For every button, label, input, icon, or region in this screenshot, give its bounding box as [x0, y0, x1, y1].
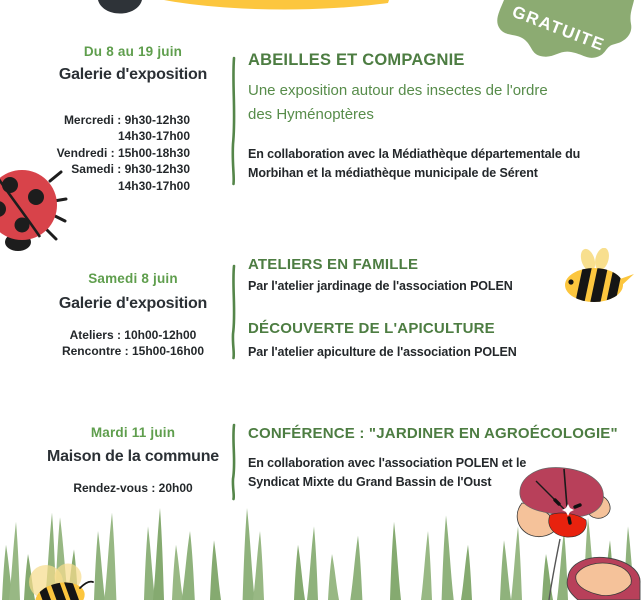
session-2-venue: Galerie d'exposition [58, 295, 208, 312]
top-yellow-arc-icon [164, 0, 390, 14]
session-1-schedule [18, 112, 248, 194]
event-detail [248, 145, 640, 183]
session-1-date: Du 8 au 19 juin [83, 44, 183, 59]
free-badge-label: GRATUITE [509, 1, 608, 55]
detail-line: Par l'atelier jardinage de l'association POLEN [248, 279, 513, 293]
detail-line: Syndicat Mixte du Grand Bassin de l'Oust [248, 475, 492, 489]
detail-line: Par l'atelier apiculture de l'association POLEN [248, 345, 517, 359]
poppy-flowers-icon [512, 455, 641, 600]
event-title-decouverte: DÉCOUVERTE DE L'APICULTURE [248, 320, 495, 337]
event-title-conference: CONFÉRENCE : "JARDINER EN AGROÉCOLOGIE" [248, 425, 618, 442]
session-2-schedule [18, 327, 248, 360]
top-charcoal-shape-icon [98, 0, 142, 14]
schedule-line: Samedi : 9h30-12h30 [71, 162, 190, 177]
event-subtitle [248, 79, 640, 127]
schedule-line: 14h30-17h00 [117, 129, 190, 144]
subtitle-line: Une exposition autour des insectes de l'ordre [248, 82, 548, 99]
event-title-abeilles: ABEILLES ET COMPAGNIE [248, 51, 465, 69]
session-3-venue: Maison de la commune [46, 448, 220, 465]
event-detail [248, 343, 640, 362]
schedule-line: Rendez-vous : 20h00 [73, 481, 193, 495]
session-3-date: Mardi 11 juin [90, 425, 176, 440]
session-3-schedule [18, 480, 248, 496]
schedule-line: Ateliers : 10h00-12h00 [69, 328, 197, 342]
schedule-line: Mercredi : 9h30-12h30 [63, 113, 190, 127]
bee-bottom-icon [22, 562, 98, 600]
detail-line: En collaboration avec l'association POLEN et le [248, 456, 527, 470]
schedule-line: Rencontre : 15h00-16h00 [61, 344, 205, 359]
detail-line: En collaboration avec la Médiathèque départementale du [248, 147, 581, 161]
session-2-date: Samedi 8 juin [88, 271, 178, 286]
schedule-line: Vendredi : 15h00-18h30 [56, 145, 190, 160]
detail-line: Morbihan et la médiathèque municipale de Sérent [248, 166, 538, 180]
session-1-venue: Galerie d'exposition [58, 66, 208, 83]
schedule-line: 14h30-17h00 [117, 178, 190, 193]
event-detail [248, 277, 640, 296]
event-title-ateliers: ATELIERS EN FAMILLE [248, 256, 419, 273]
subtitle-line: des Hyménoptères [248, 106, 374, 123]
